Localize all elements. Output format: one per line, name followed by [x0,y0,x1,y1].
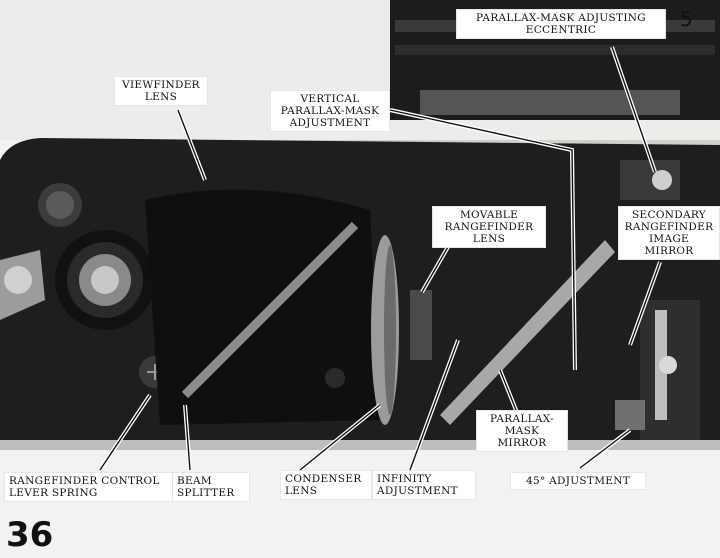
label-45-degree-adjustment: 45° ADJUSTMENT [510,472,646,490]
label-viewfinder-lens: VIEWFINDER LENS [114,76,208,106]
label-beam-splitter: BEAM SPLITTER [172,472,250,502]
page-number: 36 [6,515,54,555]
label-parallax-mask-mirror: PARALLAX- MASK MIRROR [476,410,568,452]
label-parallax-mask-adjusting-eccentric: PARALLAX-MASK ADJUSTING ECCENTRIC [456,9,666,39]
label-movable-rangefinder-lens: MOVABLE RANGEFINDER LENS [432,206,546,248]
label-rangefinder-control-lever-spring: RANGEFINDER CONTROL LEVER SPRING [4,472,174,502]
figure-number: 5 [680,7,693,31]
label-secondary-rangefinder-image-mirror: SECONDARY RANGEFINDER IMAGE MIRROR [618,206,720,260]
label-vertical-parallax-mask-adjustment: VERTICAL PARALLAX-MASK ADJUSTMENT [270,90,390,132]
label-infinity-adjustment: INFINITY ADJUSTMENT [372,470,476,500]
label-condenser-lens: CONDENSER LENS [280,470,372,500]
